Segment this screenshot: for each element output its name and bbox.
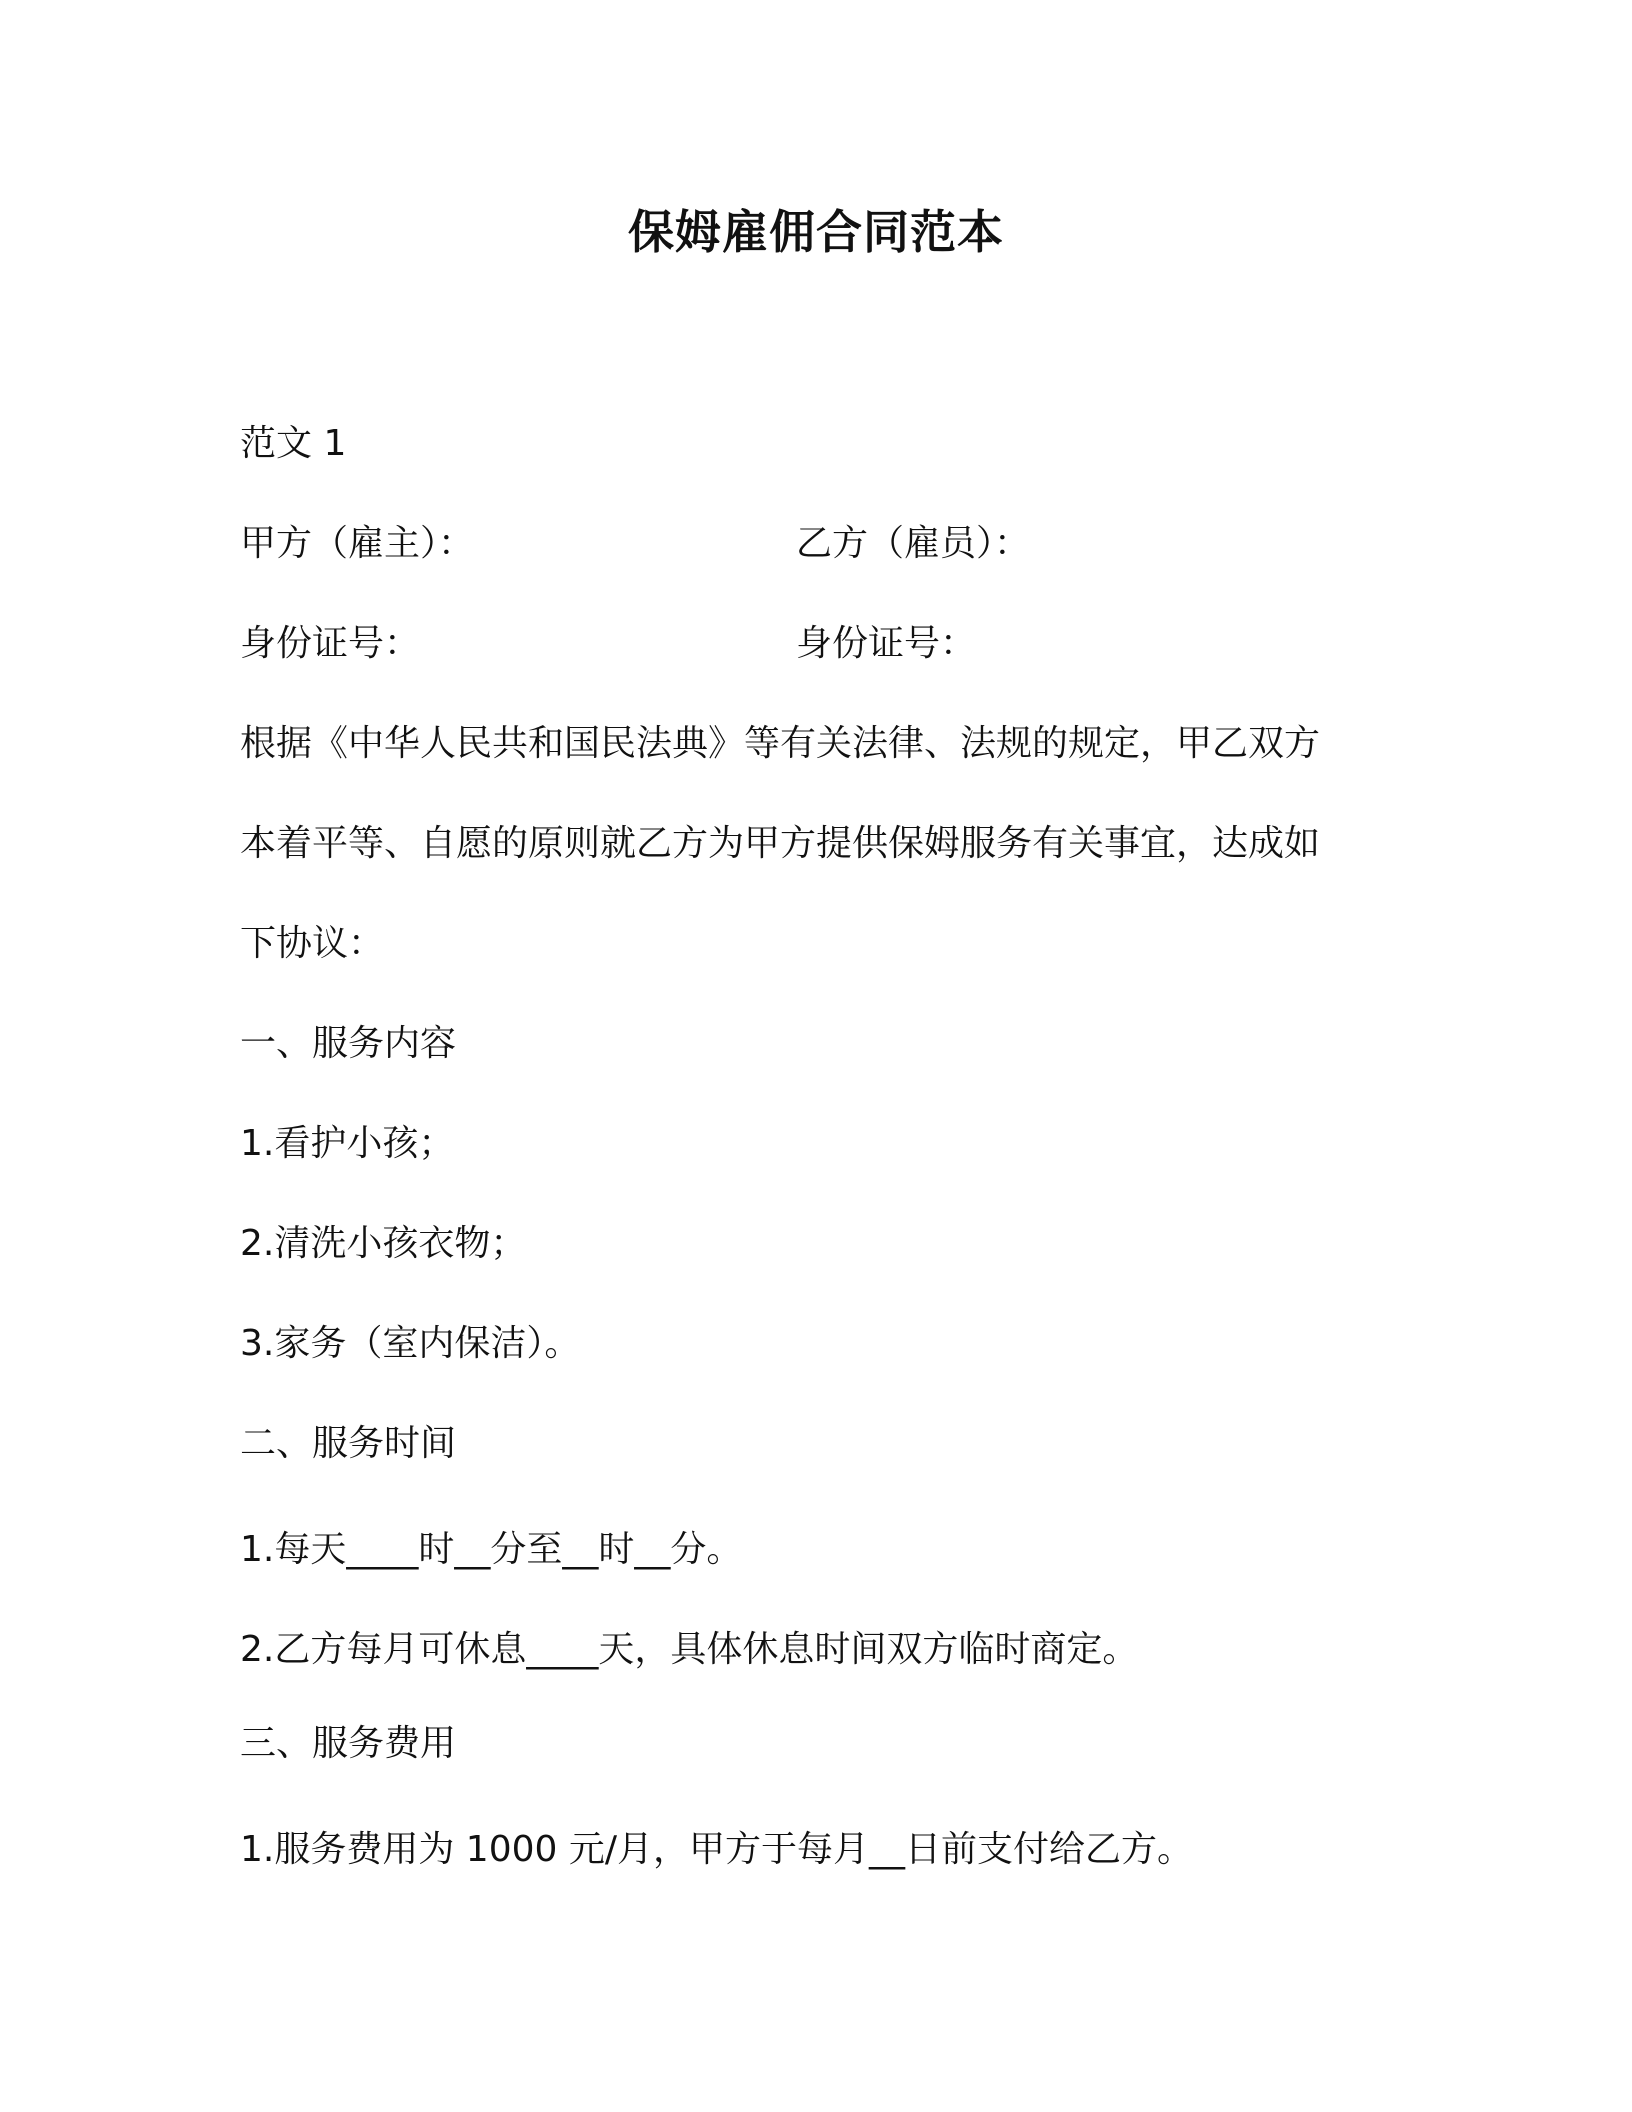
party-a-label: 甲方（雇主）：	[240, 523, 475, 564]
party-row	[240, 520, 1392, 568]
section-heading-service-fee: 三、服务费用	[240, 1723, 457, 1764]
service-content-item: 2.清洗小孩衣物；	[240, 1223, 527, 1264]
id-b-label: 身份证号：	[796, 623, 977, 664]
id-row	[240, 620, 1392, 668]
service-time-item: 2.乙方每月可休息____天，具体休息时间双方临时商定。	[240, 1629, 1139, 1670]
intro-line-2: 本着平等、自愿的原则就乙方为甲方提供保姆服务有关事宜，达成如	[240, 823, 1321, 864]
party-b-label: 乙方（雇员）：	[796, 523, 1031, 564]
service-content-item: 1.看护小孩；	[240, 1123, 455, 1164]
section-heading-service-content: 一、服务内容	[240, 1023, 457, 1064]
intro-line-3: 下协议：	[240, 923, 385, 964]
service-time-item: 1.每天____时__分至__时__分。	[240, 1529, 743, 1570]
section-heading-service-time: 二、服务时间	[240, 1423, 457, 1464]
id-a-label: 身份证号：	[240, 623, 421, 664]
service-content-item: 3.家务（室内保洁）。	[240, 1323, 581, 1364]
sample-label: 范文 1	[240, 423, 347, 464]
service-fee-item: 1.服务费用为 1000 元/月，甲方于每月__日前支付给乙方。	[240, 1829, 1193, 1870]
intro-line-1: 根据《中华人民共和国民法典》等有关法律、法规的规定，甲乙双方	[240, 723, 1321, 764]
page-title: 保姆雇佣合同范本	[628, 205, 1004, 259]
